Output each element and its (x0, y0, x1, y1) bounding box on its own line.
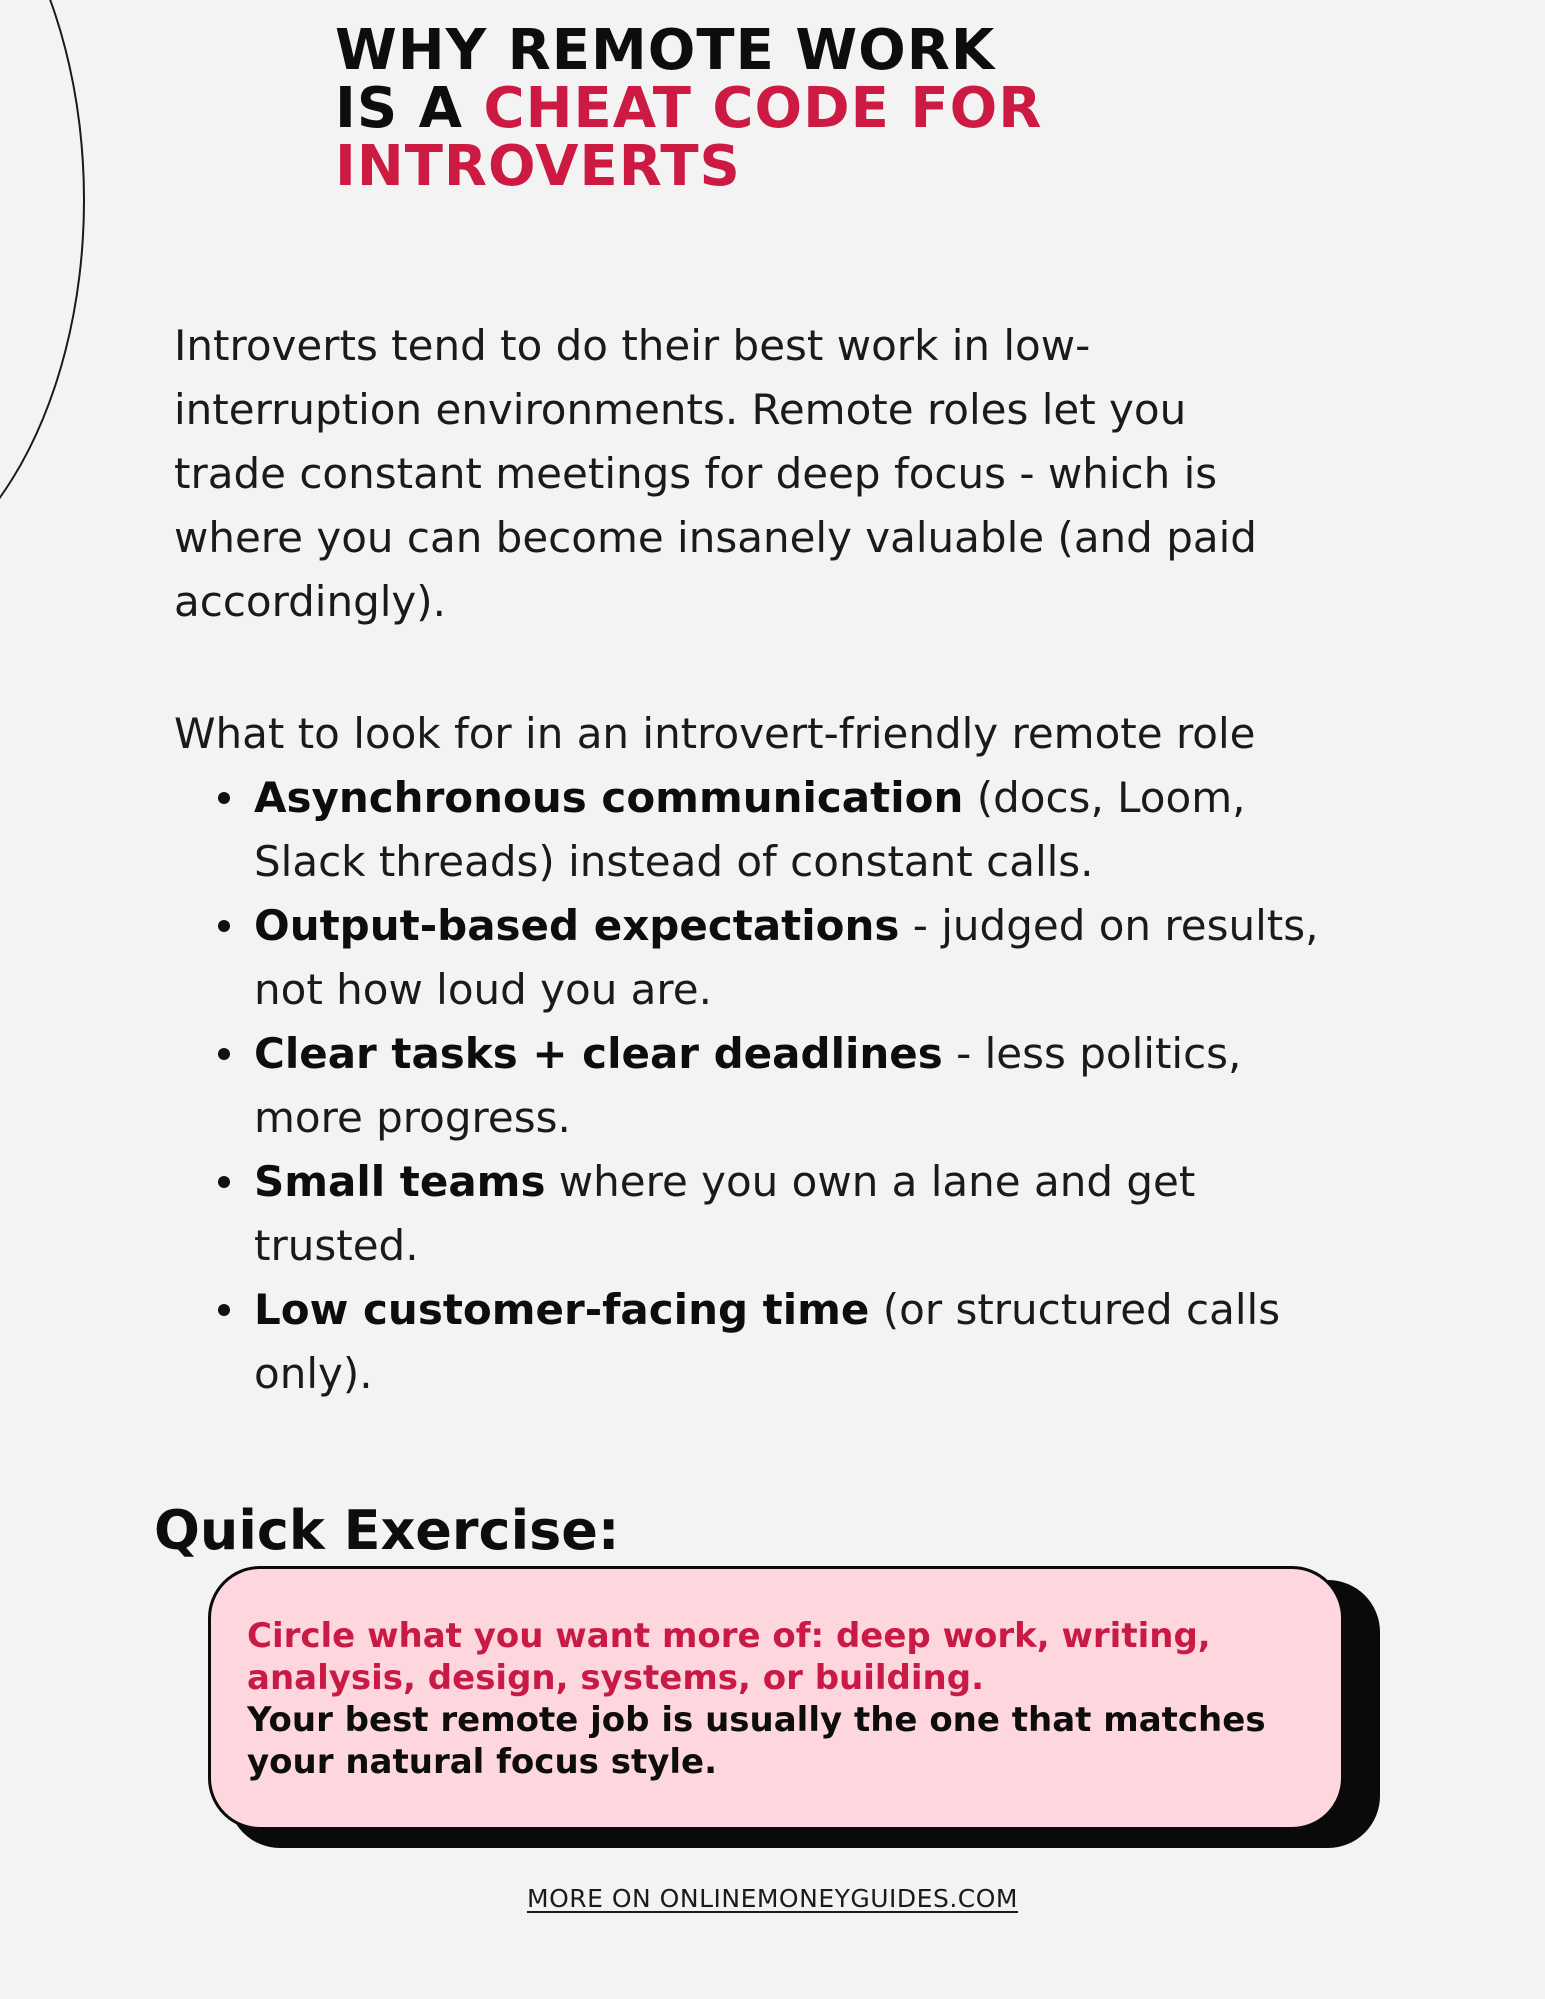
list-item-text-line2: trusted. (254, 1221, 419, 1270)
decorative-circle-outline (0, 0, 85, 595)
intro-line: Introverts tend to do their best work in low- (174, 321, 1091, 370)
list-item-bold: Clear tasks + clear deadlines (254, 1029, 943, 1078)
title-line-1: WHY REMOTE WORK (335, 18, 996, 83)
exercise-callout-box (208, 1566, 1344, 1830)
intro-line: accordingly). (174, 577, 447, 626)
title-line-2 (335, 76, 1355, 141)
intro-line: where you can become insanely valuable (and paid (174, 513, 1257, 562)
list-item (174, 1022, 1474, 1150)
look-for-list (174, 766, 1474, 1406)
intro-line: interruption environments. Remote roles let you (174, 385, 1187, 434)
list-item-text-line2: only). (254, 1349, 373, 1398)
list-item (174, 1150, 1474, 1278)
list-item-bold: Output-based expectations (254, 901, 900, 950)
list-item-text-line2: not how loud you are. (254, 965, 712, 1014)
list-item-text: - less politics, (942, 1029, 1242, 1078)
exercise-heading: Quick Exercise: (154, 1499, 620, 1562)
intro-line: trade constant meetings for deep focus - which is (174, 449, 1218, 498)
list-item-text: (or structured calls (869, 1285, 1281, 1334)
list-item-text: (docs, Loom, (963, 773, 1246, 822)
callout-accent-line: analysis, design, systems, or building. (247, 1658, 985, 1698)
title-line-2-prefix: IS A (335, 76, 484, 141)
list-item-bold: Low customer-facing time (254, 1285, 870, 1334)
list-item-text: where you own a lane and get (545, 1157, 1196, 1206)
callout-dark-line: your natural focus style. (247, 1742, 718, 1782)
callout-accent-line: Circle what you want more of: deep work, writing, (247, 1616, 1211, 1656)
list-item-text-line2: more progress. (254, 1093, 571, 1142)
page-title (335, 18, 1355, 199)
list-item (174, 1278, 1474, 1406)
list-item-bold: Asynchronous communication (254, 773, 964, 822)
callout-dark-line: Your best remote job is usually the one that matches (247, 1700, 1266, 1740)
footer-website-link[interactable]: MORE ON ONLINEMONEYGUIDES.COM (527, 1884, 1018, 1913)
look-for-heading: What to look for in an introvert-friendly remote role (174, 709, 1256, 758)
list-item-text: - judged on results, (899, 901, 1319, 950)
list-item-bold: Small teams (254, 1157, 546, 1206)
intro-paragraph (174, 314, 1444, 634)
title-line-2-accent: CHEAT CODE FOR (483, 76, 1043, 141)
list-item (174, 894, 1474, 1022)
list-item-text-line2: Slack threads) instead of constant calls. (254, 837, 1094, 886)
title-line-3-accent: INTROVERTS (335, 134, 741, 199)
list-item (174, 766, 1474, 894)
